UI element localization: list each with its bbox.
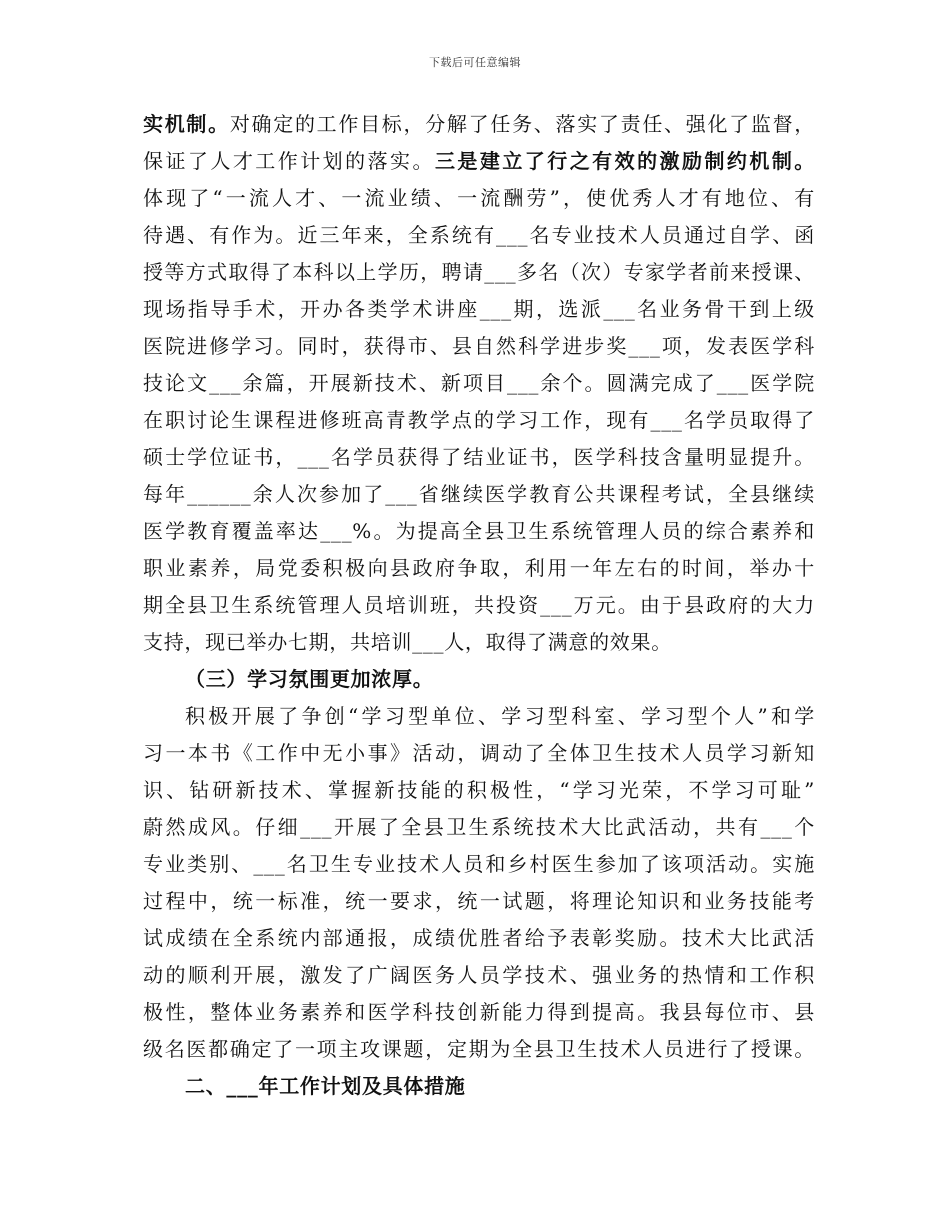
text-run: 医院进修学习。同时，获得市、县自然科学进步奖___项，发表医学科 bbox=[143, 334, 815, 358]
text-line bbox=[143, 587, 815, 624]
text-line bbox=[143, 106, 815, 143]
text-run: 每年______余人次参加了___省继续医学教育公共课程考试，全县继续 bbox=[143, 482, 815, 506]
text-line bbox=[143, 698, 815, 735]
section-heading bbox=[143, 1068, 815, 1105]
text-run: 体现了“一流人才、一流业绩、一流酬劳”，使优秀人才有地位、有 bbox=[143, 186, 815, 210]
text-run: 期全县卫生系统管理人员培训班，共投资___万元。由于县政府的大力 bbox=[143, 593, 815, 617]
page-header: 下载后可任意编辑 bbox=[429, 56, 521, 69]
text-line bbox=[143, 328, 815, 365]
text-run: 待遇、有作为。近三年来，全系统有___名专业技术人员通过自学、函 bbox=[143, 223, 815, 247]
text-run: 医学教育覆盖率达___%。为提高全县卫生系统管理人员的综合素养和 bbox=[143, 519, 815, 543]
text-run: 现场指导手术，开办各类学术讲座___期，选派___名业务骨干到上级 bbox=[143, 297, 815, 321]
text-line bbox=[143, 180, 815, 217]
text-run: 试成绩在全系统内部通报，成绩优胜者给予表彰奖励。技术大比武活 bbox=[143, 926, 815, 950]
text-line bbox=[143, 1031, 815, 1068]
text-run: 极性，整体业务素养和医学科技创新能力得到提高。我县每位市、县 bbox=[143, 1000, 815, 1024]
text-line bbox=[143, 476, 815, 513]
text-run: 支持，现已举办七期，共培训___人，取得了满意的效果。 bbox=[143, 630, 672, 654]
document-body bbox=[143, 106, 815, 1105]
text-run: 蔚然成风。仔细___开展了全县卫生系统技术大比武活动，共有___个 bbox=[143, 815, 815, 839]
text-run: 保证了人才工作计划的落实。 bbox=[143, 149, 435, 173]
text-run: 过程中，统一标准，统一要求，统一试题，将理论知识和业务技能考 bbox=[143, 889, 815, 913]
text-line bbox=[143, 254, 815, 291]
bold-text: 二、___年工作计划及具体措施 bbox=[185, 1074, 466, 1098]
bold-text: 三是建立了行之有效的激励制约机制。 bbox=[434, 149, 815, 173]
text-line bbox=[143, 920, 815, 957]
text-line bbox=[143, 143, 815, 180]
text-line bbox=[143, 439, 815, 476]
text-run: 授等方式取得了本科以上学历，聘请___多名（次）专家学者前来授课、 bbox=[143, 260, 815, 284]
text-run: 积极开展了争创“学习型单位、学习型科室、学习型个人”和学 bbox=[185, 704, 815, 728]
text-run: 级名医都确定了一项主攻课题，定期为全县卫生技术人员进行了授课。 bbox=[143, 1037, 815, 1061]
text-run: 硕士学位证书，___名学员获得了结业证书，医学科技含量明显提升。 bbox=[143, 445, 815, 469]
text-run: 对确定的工作目标，分解了任务、落实了责任、强化了监督， bbox=[229, 112, 815, 136]
bold-text: 实机制。 bbox=[143, 112, 230, 136]
text-line bbox=[143, 957, 815, 994]
text-line bbox=[143, 402, 815, 439]
text-line bbox=[143, 809, 815, 846]
text-run: 职业素养，局党委积极向县政府争取，利用一年左右的时间，举办十 bbox=[143, 556, 815, 580]
text-line bbox=[143, 513, 815, 550]
text-run: 动的顺利开展，激发了广阔医务人员学技术、强业务的热情和工作积 bbox=[143, 963, 815, 987]
text-line bbox=[143, 735, 815, 772]
bold-text: （三）学习氛围更加浓厚。 bbox=[185, 667, 434, 691]
text-line bbox=[143, 217, 815, 254]
text-run: 在职讨论生课程进修班高青教学点的学习工作，现有___名学员取得了 bbox=[143, 408, 815, 432]
text-line bbox=[143, 883, 815, 920]
text-line bbox=[143, 624, 815, 661]
text-line bbox=[143, 291, 815, 328]
text-run: 专业类别、___名卫生专业技术人员和乡村医生参加了该项活动。实施 bbox=[143, 852, 815, 876]
text-line bbox=[143, 846, 815, 883]
text-line bbox=[143, 772, 815, 809]
text-line bbox=[143, 550, 815, 587]
text-line bbox=[143, 994, 815, 1031]
text-run: 识、钻研新技术、掌握新技能的积极性，“学习光荣，不学习可耻” bbox=[143, 778, 815, 802]
text-run: 技论文___余篇，开展新技术、新项目___余个。圆满完成了___医学院 bbox=[143, 371, 815, 395]
section-heading bbox=[143, 661, 815, 698]
text-run: 习一本书《工作中无小事》活动，调动了全体卫生技术人员学习新知 bbox=[143, 741, 815, 765]
text-line bbox=[143, 365, 815, 402]
